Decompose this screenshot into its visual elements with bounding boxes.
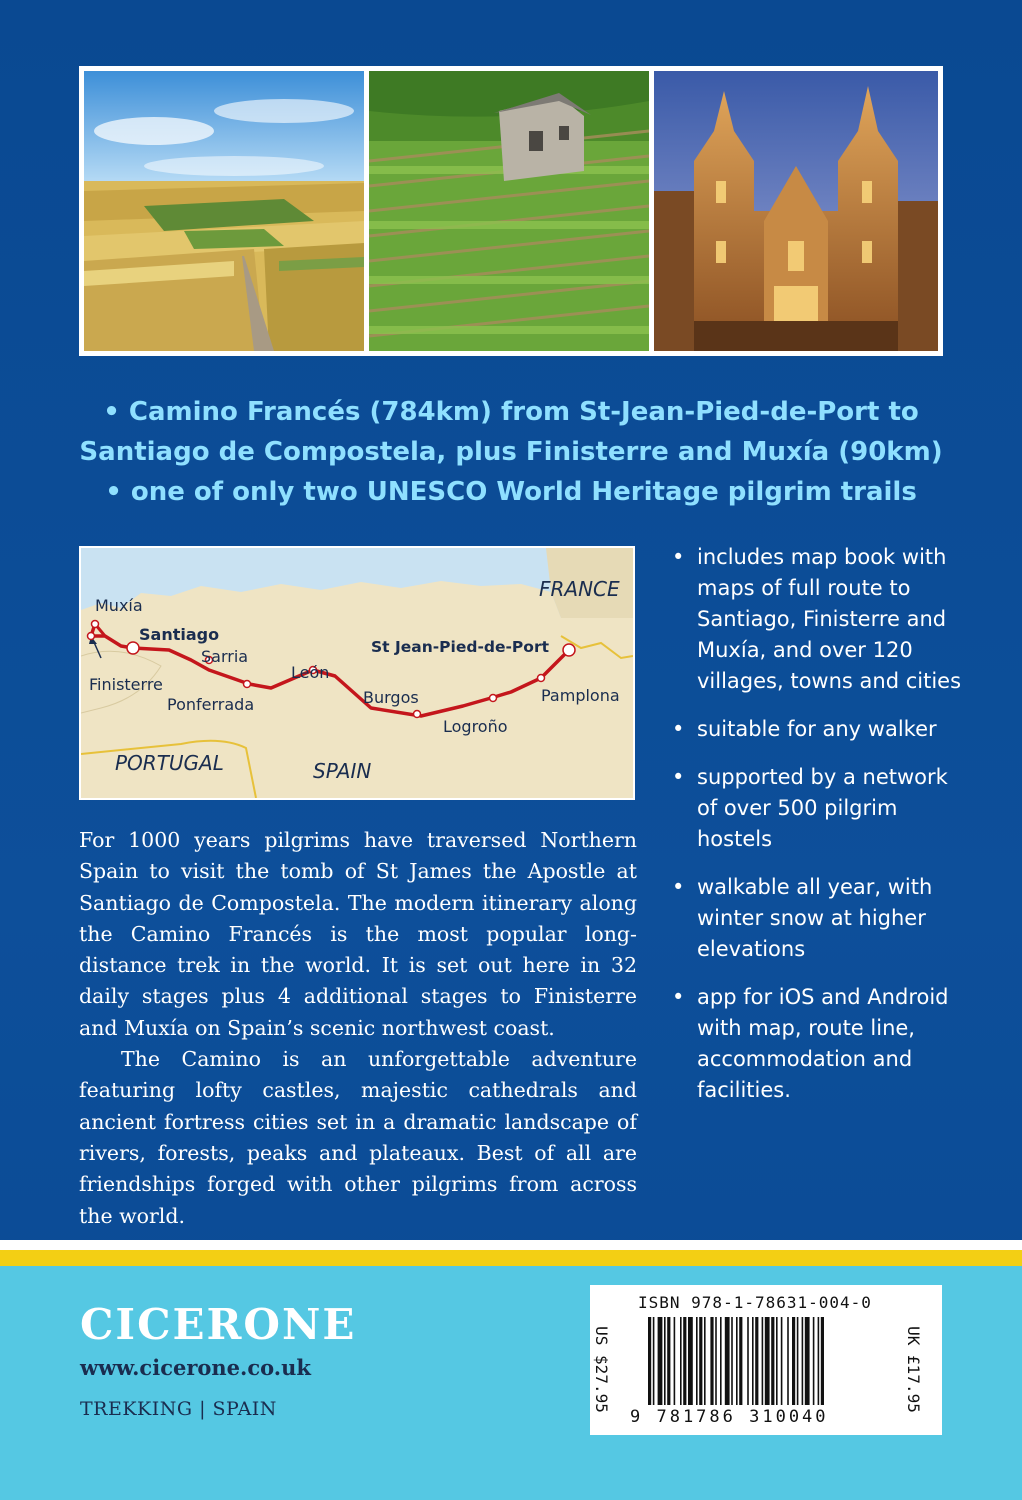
label-sarria: Sarria (201, 647, 249, 666)
price-us: US $27.95 (591, 1326, 611, 1413)
label-logrono: Logroño (443, 717, 508, 736)
cicerone-logo: CICERONE (80, 1300, 357, 1349)
town-logrono (490, 695, 497, 702)
headline-line-1: • Camino Francés (784km) from St-Jean-Pied-de-Port to (103, 397, 919, 427)
label-muxia: Muxía (95, 596, 143, 615)
barcode-icon (648, 1317, 884, 1405)
description (79, 825, 637, 1232)
town-burgos (414, 711, 421, 718)
label-ponferrada: Ponferrada (167, 695, 255, 714)
town-pamplona (538, 675, 545, 682)
feature-item: • includes map book with maps of full route to Santiago, Finisterre and Muxía, and over 120 villages, towns and cities (668, 542, 968, 697)
town-st-jean (563, 644, 575, 656)
barcode-digits: 9 781786 310040 (630, 1407, 829, 1427)
label-pamplona: Pamplona (541, 686, 620, 705)
divider-white (0, 1240, 1022, 1250)
photo-strip (79, 66, 943, 356)
route-map (79, 546, 635, 800)
description-paragraph-1: For 1000 years pilgrims have traversed Northern Spain to visit the tomb of St James the Apostle at Santiago de Compostela. The modern itinerary along the Camino Francés is the most popular long-distance trek in the world. It is set out here in 32 daily stages plus 4 additional stages to Finisterre and Muxía on Spain’s scenic northwest coast. (79, 828, 637, 1040)
feature-list (668, 542, 968, 1123)
vineyard-photo (369, 71, 649, 351)
label-portugal: PORTUGAL (115, 751, 224, 775)
town-finisterre (88, 633, 95, 640)
publisher-website[interactable]: www.cicerone.co.uk (80, 1355, 311, 1380)
price-uk: UK £17.95 (903, 1326, 923, 1413)
town-muxia (92, 621, 99, 628)
meseta-fields-photo (84, 71, 364, 351)
label-leon: León (291, 663, 330, 682)
feature-item: • walkable all year, with winter snow at higher elevations (668, 872, 968, 965)
headline-line-3: • one of only two UNESCO World Heritage pilgrim trails (105, 477, 917, 507)
category-label: TREKKING | SPAIN (80, 1398, 277, 1420)
description-paragraph-2: The Camino is an unforgettable adventure featuring lofty castles, majestic cathedrals and ancient fortress cities set in a dramatic landscape of rivers, forests, peaks and plateaux. Best of all are friendships forged with other pilgrims from across the world. (79, 1047, 637, 1228)
barcode-panel (590, 1285, 942, 1435)
isbn-text: ISBN 978-1-78631-004-0 (638, 1293, 872, 1312)
town-santiago (127, 642, 139, 654)
label-france: FRANCE (539, 577, 620, 601)
town-ponferrada (244, 681, 251, 688)
headline-bullets (60, 392, 962, 512)
feature-item: • supported by a network of over 500 pilgrim hostels (668, 762, 968, 855)
label-santiago: Santiago (139, 625, 220, 644)
feature-item: • suitable for any walker (668, 714, 968, 745)
label-spain: SPAIN (313, 759, 372, 783)
cathedral-photo (654, 71, 938, 351)
label-st-jean: St Jean-Pied-de-Port (371, 638, 549, 656)
label-burgos: Burgos (363, 688, 419, 707)
headline-line-2: Santiago de Compostela, plus Finisterre and Muxía (90km) (79, 437, 943, 467)
label-finisterre: Finisterre (89, 675, 163, 694)
divider-yellow (0, 1250, 1022, 1266)
feature-item: • app for iOS and Android with map, route line, accommodation and facilities. (668, 982, 968, 1106)
